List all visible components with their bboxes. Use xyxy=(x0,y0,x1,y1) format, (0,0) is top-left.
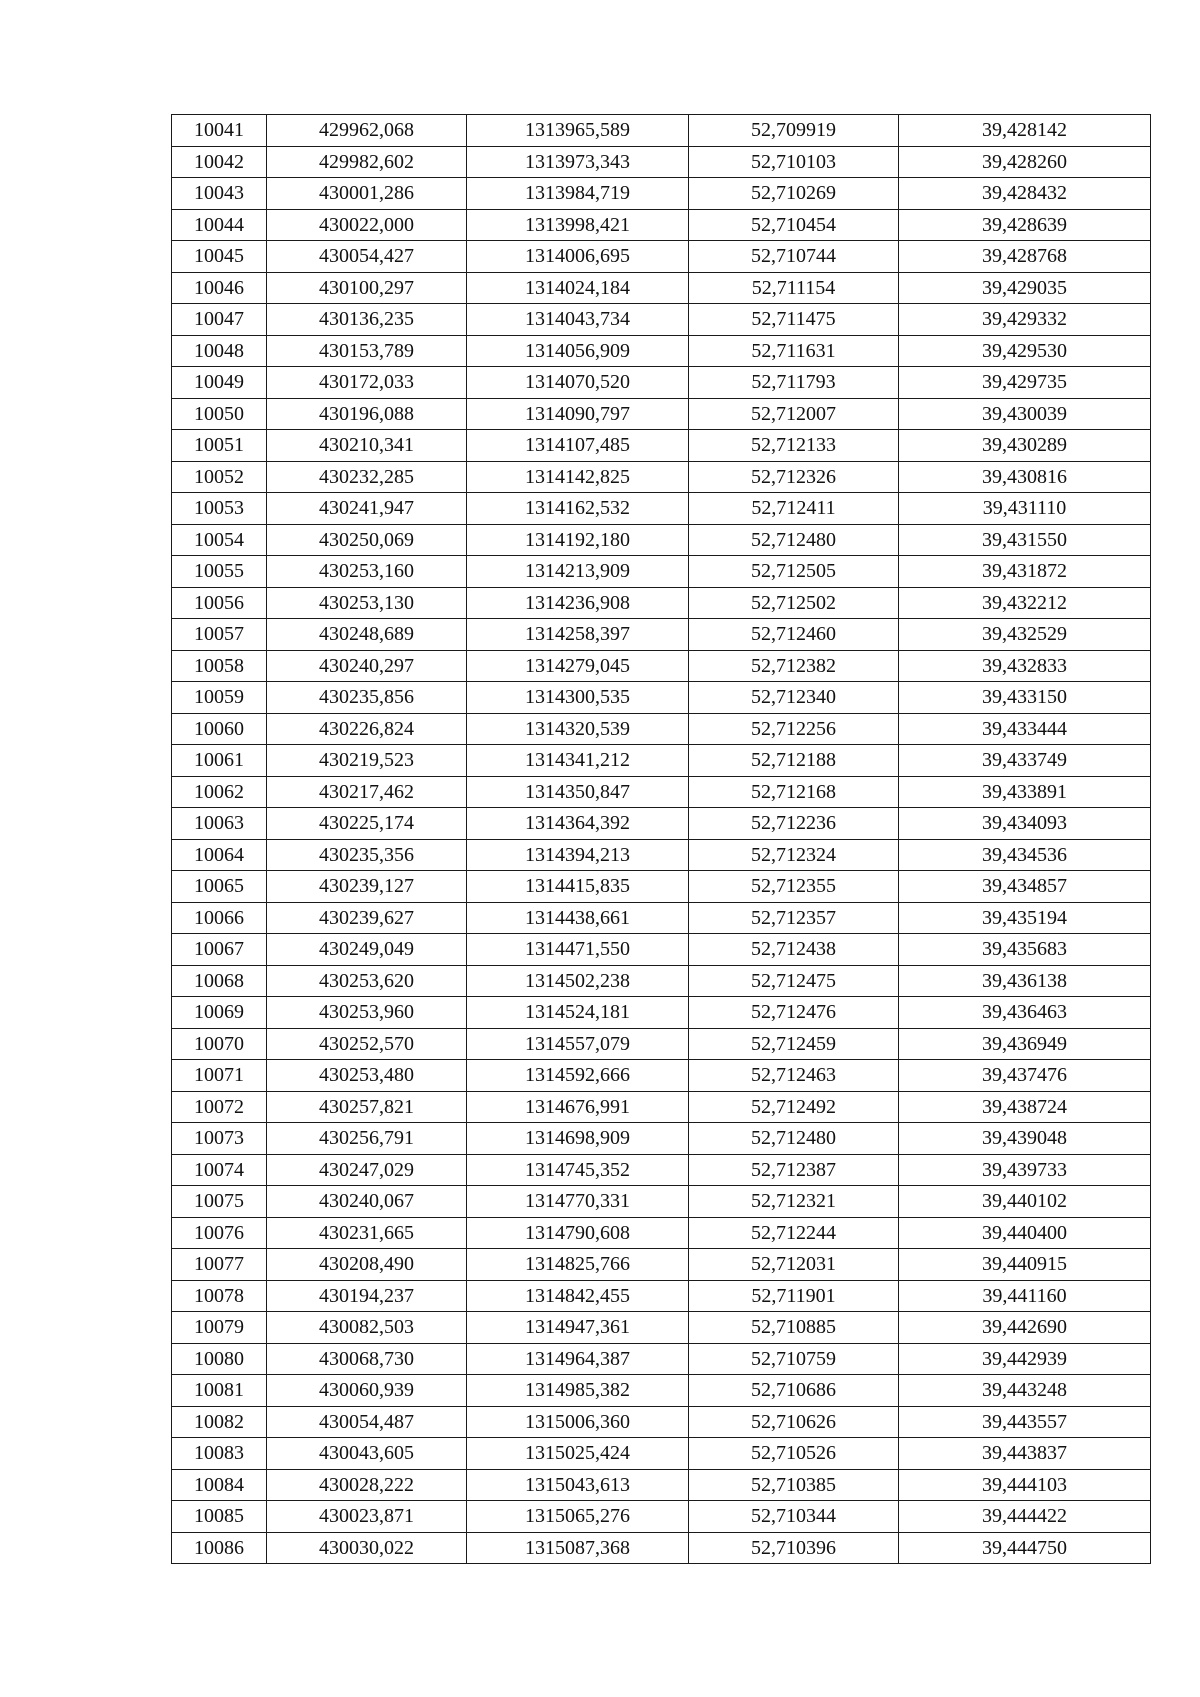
longitude-cell: 39,444422 xyxy=(899,1501,1151,1533)
latitude-cell: 52,712463 xyxy=(689,1060,899,1092)
point-id-cell: 10048 xyxy=(172,335,267,367)
longitude-cell: 39,428432 xyxy=(899,178,1151,210)
longitude-cell: 39,434536 xyxy=(899,839,1151,871)
longitude-cell: 39,431110 xyxy=(899,493,1151,525)
point-id-cell: 10082 xyxy=(172,1406,267,1438)
y-coordinate-cell: 1314162,532 xyxy=(467,493,689,525)
point-id-cell: 10051 xyxy=(172,430,267,462)
longitude-cell: 39,439048 xyxy=(899,1123,1151,1155)
latitude-cell: 52,712244 xyxy=(689,1217,899,1249)
y-coordinate-cell: 1313998,421 xyxy=(467,209,689,241)
latitude-cell: 52,712168 xyxy=(689,776,899,808)
x-coordinate-cell: 430210,341 xyxy=(267,430,467,462)
table-row xyxy=(172,1154,1151,1186)
longitude-cell: 39,443557 xyxy=(899,1406,1151,1438)
x-coordinate-cell: 430054,427 xyxy=(267,241,467,273)
x-coordinate-cell: 429962,068 xyxy=(267,115,467,147)
x-coordinate-cell: 430022,000 xyxy=(267,209,467,241)
longitude-cell: 39,441160 xyxy=(899,1280,1151,1312)
y-coordinate-cell: 1314825,766 xyxy=(467,1249,689,1281)
longitude-cell: 39,434857 xyxy=(899,871,1151,903)
table-row xyxy=(172,776,1151,808)
latitude-cell: 52,712324 xyxy=(689,839,899,871)
point-id-cell: 10046 xyxy=(172,272,267,304)
latitude-cell: 52,712411 xyxy=(689,493,899,525)
latitude-cell: 52,712326 xyxy=(689,461,899,493)
latitude-cell: 52,712387 xyxy=(689,1154,899,1186)
table-row xyxy=(172,587,1151,619)
longitude-cell: 39,432212 xyxy=(899,587,1151,619)
latitude-cell: 52,710526 xyxy=(689,1438,899,1470)
longitude-cell: 39,430039 xyxy=(899,398,1151,430)
table-row xyxy=(172,398,1151,430)
x-coordinate-cell: 430226,824 xyxy=(267,713,467,745)
x-coordinate-cell: 430240,297 xyxy=(267,650,467,682)
x-coordinate-cell: 430217,462 xyxy=(267,776,467,808)
x-coordinate-cell: 430043,605 xyxy=(267,1438,467,1470)
longitude-cell: 39,429332 xyxy=(899,304,1151,336)
latitude-cell: 52,710269 xyxy=(689,178,899,210)
latitude-cell: 52,712133 xyxy=(689,430,899,462)
longitude-cell: 39,437476 xyxy=(899,1060,1151,1092)
x-coordinate-cell: 430030,022 xyxy=(267,1532,467,1564)
y-coordinate-cell: 1314024,184 xyxy=(467,272,689,304)
point-id-cell: 10050 xyxy=(172,398,267,430)
y-coordinate-cell: 1314056,909 xyxy=(467,335,689,367)
x-coordinate-cell: 430136,235 xyxy=(267,304,467,336)
x-coordinate-cell: 430208,490 xyxy=(267,1249,467,1281)
latitude-cell: 52,712236 xyxy=(689,808,899,840)
longitude-cell: 39,436138 xyxy=(899,965,1151,997)
table-row xyxy=(172,619,1151,651)
table-row xyxy=(172,1375,1151,1407)
longitude-cell: 39,429735 xyxy=(899,367,1151,399)
x-coordinate-cell: 430100,297 xyxy=(267,272,467,304)
table-row xyxy=(172,1249,1151,1281)
point-id-cell: 10058 xyxy=(172,650,267,682)
longitude-cell: 39,434093 xyxy=(899,808,1151,840)
table-row xyxy=(172,1469,1151,1501)
point-id-cell: 10054 xyxy=(172,524,267,556)
latitude-cell: 52,711631 xyxy=(689,335,899,367)
table-row xyxy=(172,871,1151,903)
longitude-cell: 39,428142 xyxy=(899,115,1151,147)
longitude-cell: 39,429035 xyxy=(899,272,1151,304)
y-coordinate-cell: 1314320,539 xyxy=(467,713,689,745)
x-coordinate-cell: 430028,222 xyxy=(267,1469,467,1501)
x-coordinate-cell: 430232,285 xyxy=(267,461,467,493)
table-row xyxy=(172,1343,1151,1375)
table-row xyxy=(172,1186,1151,1218)
point-id-cell: 10086 xyxy=(172,1532,267,1564)
latitude-cell: 52,712460 xyxy=(689,619,899,651)
point-id-cell: 10079 xyxy=(172,1312,267,1344)
table-row xyxy=(172,493,1151,525)
latitude-cell: 52,712382 xyxy=(689,650,899,682)
point-id-cell: 10055 xyxy=(172,556,267,588)
latitude-cell: 52,712492 xyxy=(689,1091,899,1123)
point-id-cell: 10044 xyxy=(172,209,267,241)
table-row xyxy=(172,902,1151,934)
y-coordinate-cell: 1315043,613 xyxy=(467,1469,689,1501)
x-coordinate-cell: 430249,049 xyxy=(267,934,467,966)
x-coordinate-cell: 430239,127 xyxy=(267,871,467,903)
y-coordinate-cell: 1314236,908 xyxy=(467,587,689,619)
latitude-cell: 52,710385 xyxy=(689,1469,899,1501)
x-coordinate-cell: 430219,523 xyxy=(267,745,467,777)
latitude-cell: 52,712340 xyxy=(689,682,899,714)
table-row xyxy=(172,1280,1151,1312)
table-row xyxy=(172,808,1151,840)
latitude-cell: 52,712355 xyxy=(689,871,899,903)
latitude-cell: 52,711475 xyxy=(689,304,899,336)
y-coordinate-cell: 1314300,535 xyxy=(467,682,689,714)
point-id-cell: 10071 xyxy=(172,1060,267,1092)
y-coordinate-cell: 1313984,719 xyxy=(467,178,689,210)
x-coordinate-cell: 430257,821 xyxy=(267,1091,467,1123)
longitude-cell: 39,431872 xyxy=(899,556,1151,588)
table-row xyxy=(172,1123,1151,1155)
table-row xyxy=(172,209,1151,241)
point-id-cell: 10064 xyxy=(172,839,267,871)
x-coordinate-cell: 430253,160 xyxy=(267,556,467,588)
table-row xyxy=(172,745,1151,777)
table-row xyxy=(172,430,1151,462)
x-coordinate-cell: 430253,480 xyxy=(267,1060,467,1092)
table-row xyxy=(172,241,1151,273)
y-coordinate-cell: 1313973,343 xyxy=(467,146,689,178)
longitude-cell: 39,435194 xyxy=(899,902,1151,934)
latitude-cell: 52,712502 xyxy=(689,587,899,619)
table-row xyxy=(172,1028,1151,1060)
y-coordinate-cell: 1315065,276 xyxy=(467,1501,689,1533)
y-coordinate-cell: 1315025,424 xyxy=(467,1438,689,1470)
latitude-cell: 52,710454 xyxy=(689,209,899,241)
point-id-cell: 10070 xyxy=(172,1028,267,1060)
x-coordinate-cell: 430054,487 xyxy=(267,1406,467,1438)
latitude-cell: 52,710885 xyxy=(689,1312,899,1344)
y-coordinate-cell: 1314279,045 xyxy=(467,650,689,682)
point-id-cell: 10081 xyxy=(172,1375,267,1407)
y-coordinate-cell: 1314070,520 xyxy=(467,367,689,399)
y-coordinate-cell: 1314350,847 xyxy=(467,776,689,808)
x-coordinate-cell: 430253,620 xyxy=(267,965,467,997)
longitude-cell: 39,436949 xyxy=(899,1028,1151,1060)
table-row xyxy=(172,524,1151,556)
point-id-cell: 10063 xyxy=(172,808,267,840)
x-coordinate-cell: 430253,960 xyxy=(267,997,467,1029)
point-id-cell: 10059 xyxy=(172,682,267,714)
latitude-cell: 52,711901 xyxy=(689,1280,899,1312)
x-coordinate-cell: 430250,069 xyxy=(267,524,467,556)
table-row xyxy=(172,272,1151,304)
table-row xyxy=(172,556,1151,588)
longitude-cell: 39,430289 xyxy=(899,430,1151,462)
latitude-cell: 52,710396 xyxy=(689,1532,899,1564)
table-row xyxy=(172,1501,1151,1533)
y-coordinate-cell: 1314524,181 xyxy=(467,997,689,1029)
point-id-cell: 10057 xyxy=(172,619,267,651)
y-coordinate-cell: 1314947,361 xyxy=(467,1312,689,1344)
table-body xyxy=(172,115,1151,1564)
y-coordinate-cell: 1314471,550 xyxy=(467,934,689,966)
point-id-cell: 10042 xyxy=(172,146,267,178)
table-row xyxy=(172,367,1151,399)
y-coordinate-cell: 1315006,360 xyxy=(467,1406,689,1438)
latitude-cell: 52,712031 xyxy=(689,1249,899,1281)
point-id-cell: 10047 xyxy=(172,304,267,336)
longitude-cell: 39,430816 xyxy=(899,461,1151,493)
x-coordinate-cell: 430239,627 xyxy=(267,902,467,934)
latitude-cell: 52,710344 xyxy=(689,1501,899,1533)
point-id-cell: 10085 xyxy=(172,1501,267,1533)
y-coordinate-cell: 1314985,382 xyxy=(467,1375,689,1407)
x-coordinate-cell: 430060,939 xyxy=(267,1375,467,1407)
y-coordinate-cell: 1313965,589 xyxy=(467,115,689,147)
y-coordinate-cell: 1314213,909 xyxy=(467,556,689,588)
longitude-cell: 39,431550 xyxy=(899,524,1151,556)
latitude-cell: 52,712476 xyxy=(689,997,899,1029)
latitude-cell: 52,712321 xyxy=(689,1186,899,1218)
point-id-cell: 10068 xyxy=(172,965,267,997)
coordinates-table xyxy=(171,114,1151,1564)
y-coordinate-cell: 1314341,212 xyxy=(467,745,689,777)
longitude-cell: 39,438724 xyxy=(899,1091,1151,1123)
x-coordinate-cell: 430241,947 xyxy=(267,493,467,525)
latitude-cell: 52,712475 xyxy=(689,965,899,997)
longitude-cell: 39,440102 xyxy=(899,1186,1151,1218)
latitude-cell: 52,710626 xyxy=(689,1406,899,1438)
longitude-cell: 39,433444 xyxy=(899,713,1151,745)
x-coordinate-cell: 430001,286 xyxy=(267,178,467,210)
table-row xyxy=(172,997,1151,1029)
table-row xyxy=(172,839,1151,871)
latitude-cell: 52,712438 xyxy=(689,934,899,966)
point-id-cell: 10056 xyxy=(172,587,267,619)
x-coordinate-cell: 430023,871 xyxy=(267,1501,467,1533)
x-coordinate-cell: 430256,791 xyxy=(267,1123,467,1155)
y-coordinate-cell: 1314676,991 xyxy=(467,1091,689,1123)
x-coordinate-cell: 430235,356 xyxy=(267,839,467,871)
x-coordinate-cell: 430196,088 xyxy=(267,398,467,430)
latitude-cell: 52,712480 xyxy=(689,524,899,556)
y-coordinate-cell: 1314438,661 xyxy=(467,902,689,934)
x-coordinate-cell: 430240,067 xyxy=(267,1186,467,1218)
longitude-cell: 39,428639 xyxy=(899,209,1151,241)
y-coordinate-cell: 1314043,734 xyxy=(467,304,689,336)
y-coordinate-cell: 1314090,797 xyxy=(467,398,689,430)
latitude-cell: 52,712007 xyxy=(689,398,899,430)
y-coordinate-cell: 1314964,387 xyxy=(467,1343,689,1375)
y-coordinate-cell: 1314107,485 xyxy=(467,430,689,462)
longitude-cell: 39,429530 xyxy=(899,335,1151,367)
x-coordinate-cell: 430225,174 xyxy=(267,808,467,840)
y-coordinate-cell: 1314394,213 xyxy=(467,839,689,871)
longitude-cell: 39,433749 xyxy=(899,745,1151,777)
longitude-cell: 39,428260 xyxy=(899,146,1151,178)
point-id-cell: 10049 xyxy=(172,367,267,399)
x-coordinate-cell: 430235,856 xyxy=(267,682,467,714)
longitude-cell: 39,436463 xyxy=(899,997,1151,1029)
y-coordinate-cell: 1314258,397 xyxy=(467,619,689,651)
point-id-cell: 10080 xyxy=(172,1343,267,1375)
x-coordinate-cell: 430194,237 xyxy=(267,1280,467,1312)
point-id-cell: 10074 xyxy=(172,1154,267,1186)
x-coordinate-cell: 430253,130 xyxy=(267,587,467,619)
x-coordinate-cell: 430252,570 xyxy=(267,1028,467,1060)
latitude-cell: 52,710686 xyxy=(689,1375,899,1407)
x-coordinate-cell: 430068,730 xyxy=(267,1343,467,1375)
longitude-cell: 39,428768 xyxy=(899,241,1151,273)
point-id-cell: 10043 xyxy=(172,178,267,210)
point-id-cell: 10041 xyxy=(172,115,267,147)
table-row xyxy=(172,1406,1151,1438)
longitude-cell: 39,442690 xyxy=(899,1312,1151,1344)
table-row xyxy=(172,934,1151,966)
y-coordinate-cell: 1314502,238 xyxy=(467,965,689,997)
table-row xyxy=(172,461,1151,493)
longitude-cell: 39,435683 xyxy=(899,934,1151,966)
longitude-cell: 39,433891 xyxy=(899,776,1151,808)
x-coordinate-cell: 430082,503 xyxy=(267,1312,467,1344)
table-row xyxy=(172,304,1151,336)
longitude-cell: 39,433150 xyxy=(899,682,1151,714)
point-id-cell: 10066 xyxy=(172,902,267,934)
point-id-cell: 10075 xyxy=(172,1186,267,1218)
table-row xyxy=(172,1217,1151,1249)
point-id-cell: 10052 xyxy=(172,461,267,493)
latitude-cell: 52,710759 xyxy=(689,1343,899,1375)
table-row xyxy=(172,1438,1151,1470)
latitude-cell: 52,712459 xyxy=(689,1028,899,1060)
table-row xyxy=(172,1312,1151,1344)
table-row xyxy=(172,178,1151,210)
longitude-cell: 39,442939 xyxy=(899,1343,1151,1375)
point-id-cell: 10053 xyxy=(172,493,267,525)
point-id-cell: 10078 xyxy=(172,1280,267,1312)
longitude-cell: 39,444750 xyxy=(899,1532,1151,1564)
latitude-cell: 52,711154 xyxy=(689,272,899,304)
point-id-cell: 10061 xyxy=(172,745,267,777)
longitude-cell: 39,440915 xyxy=(899,1249,1151,1281)
y-coordinate-cell: 1314006,695 xyxy=(467,241,689,273)
point-id-cell: 10067 xyxy=(172,934,267,966)
longitude-cell: 39,440400 xyxy=(899,1217,1151,1249)
x-coordinate-cell: 430247,029 xyxy=(267,1154,467,1186)
point-id-cell: 10045 xyxy=(172,241,267,273)
point-id-cell: 10069 xyxy=(172,997,267,1029)
table-row xyxy=(172,1060,1151,1092)
point-id-cell: 10083 xyxy=(172,1438,267,1470)
longitude-cell: 39,443248 xyxy=(899,1375,1151,1407)
y-coordinate-cell: 1314415,835 xyxy=(467,871,689,903)
latitude-cell: 52,712256 xyxy=(689,713,899,745)
point-id-cell: 10065 xyxy=(172,871,267,903)
point-id-cell: 10076 xyxy=(172,1217,267,1249)
y-coordinate-cell: 1314142,825 xyxy=(467,461,689,493)
x-coordinate-cell: 430231,665 xyxy=(267,1217,467,1249)
table-row xyxy=(172,115,1151,147)
longitude-cell: 39,443837 xyxy=(899,1438,1151,1470)
y-coordinate-cell: 1314698,909 xyxy=(467,1123,689,1155)
longitude-cell: 39,432833 xyxy=(899,650,1151,682)
x-coordinate-cell: 430153,789 xyxy=(267,335,467,367)
table-row xyxy=(172,146,1151,178)
x-coordinate-cell: 430248,689 xyxy=(267,619,467,651)
latitude-cell: 52,712357 xyxy=(689,902,899,934)
y-coordinate-cell: 1314790,608 xyxy=(467,1217,689,1249)
latitude-cell: 52,711793 xyxy=(689,367,899,399)
point-id-cell: 10073 xyxy=(172,1123,267,1155)
table-row xyxy=(172,965,1151,997)
y-coordinate-cell: 1314364,392 xyxy=(467,808,689,840)
point-id-cell: 10062 xyxy=(172,776,267,808)
y-coordinate-cell: 1314557,079 xyxy=(467,1028,689,1060)
latitude-cell: 52,712188 xyxy=(689,745,899,777)
point-id-cell: 10060 xyxy=(172,713,267,745)
latitude-cell: 52,710103 xyxy=(689,146,899,178)
y-coordinate-cell: 1314745,352 xyxy=(467,1154,689,1186)
latitude-cell: 52,710744 xyxy=(689,241,899,273)
y-coordinate-cell: 1314842,455 xyxy=(467,1280,689,1312)
y-coordinate-cell: 1314592,666 xyxy=(467,1060,689,1092)
table-row xyxy=(172,1532,1151,1564)
y-coordinate-cell: 1315087,368 xyxy=(467,1532,689,1564)
latitude-cell: 52,712505 xyxy=(689,556,899,588)
latitude-cell: 52,712480 xyxy=(689,1123,899,1155)
x-coordinate-cell: 430172,033 xyxy=(267,367,467,399)
point-id-cell: 10072 xyxy=(172,1091,267,1123)
longitude-cell: 39,439733 xyxy=(899,1154,1151,1186)
table-row xyxy=(172,682,1151,714)
y-coordinate-cell: 1314770,331 xyxy=(467,1186,689,1218)
y-coordinate-cell: 1314192,180 xyxy=(467,524,689,556)
latitude-cell: 52,709919 xyxy=(689,115,899,147)
point-id-cell: 10077 xyxy=(172,1249,267,1281)
longitude-cell: 39,432529 xyxy=(899,619,1151,651)
x-coordinate-cell: 429982,602 xyxy=(267,146,467,178)
table-row xyxy=(172,713,1151,745)
table-row xyxy=(172,650,1151,682)
table-row xyxy=(172,335,1151,367)
longitude-cell: 39,444103 xyxy=(899,1469,1151,1501)
point-id-cell: 10084 xyxy=(172,1469,267,1501)
table-row xyxy=(172,1091,1151,1123)
